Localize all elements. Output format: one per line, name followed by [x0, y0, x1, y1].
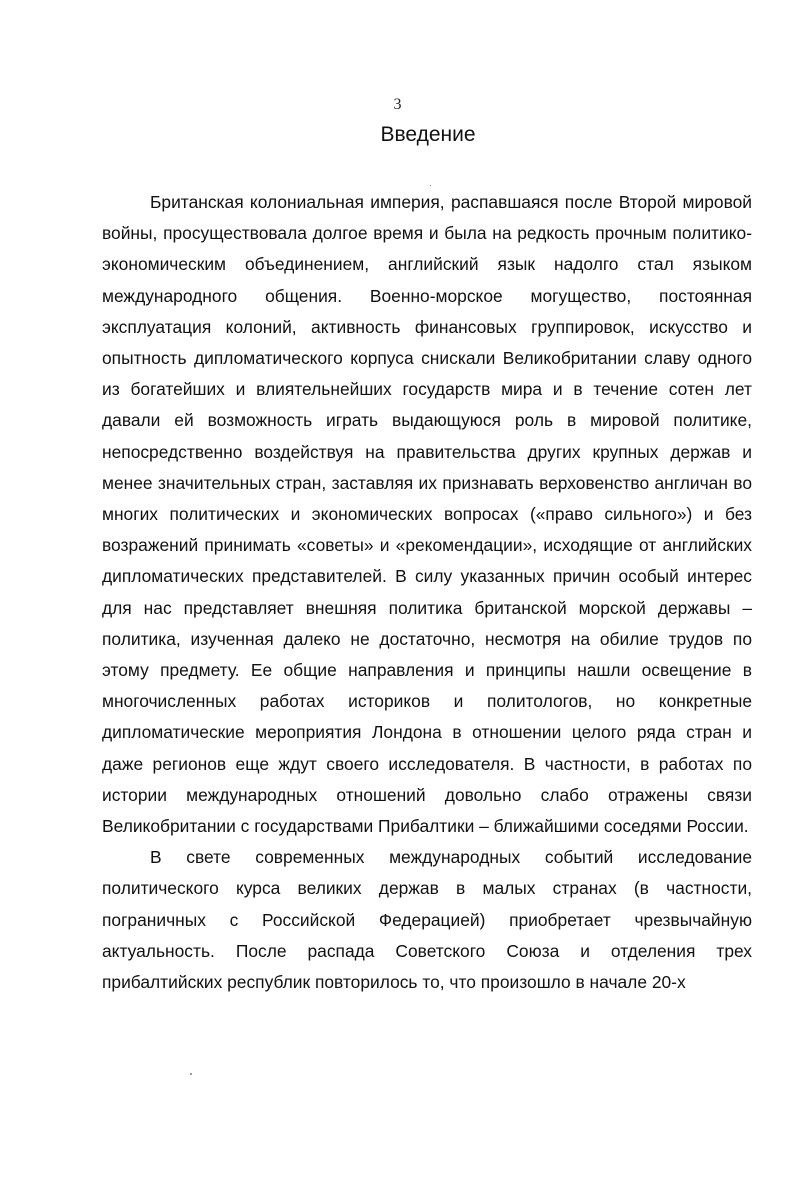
scan-speck	[190, 1073, 192, 1075]
paragraph-1: Британская колониальная империя, распавшаяся после Второй мировой войны, просуществовала долгое время и была на редкость прочным политико-экономическим объединением, английский язык надолго стал языком международного общения. Военно-морское могущество, постоянная эксплуатация колоний, активность финансовых группировок, искусство и опытность дипломатического корпуса снискали Великобритании славу одного из богатейших и влиятельнейших государств мира и в течение сотен лет давали ей возможность играть выдающуюся роль в мировой политике, непосредственно воздействуя на правительства других крупных держав и менее значительных стран, заставляя их признавать верховенство англичан во многих политических и экономических вопросах («право сильного») и без возражений принимать «советы» и «рекомендации», исходящие от английских дипломатических представителей. В силу указанных причин особый интерес для нас представляет внешняя политика британской морской державы – политика, изученная далеко не достаточно, несмотря на обилие трудов по этому предмету. Ее общие направления и принципы нашли освещение в многочисленных работах историков и политологов, но конкретные дипломатические мероприятия Лондона в отношении целого ряда стран и даже регионов еще ждут своего исследователя. В частности, в работах по истории международных отношений довольно слабо отражены связи Великобритании с государствами Прибалтики – ближайшими соседями России.	[102, 192, 752, 837]
section-title: Введение	[380, 123, 476, 146]
scan-speck	[430, 185, 431, 186]
paragraph-2: В свете современных международных событий исследование политического курса великих держав в малых странах (в частности, пограничных с Российской Федерацией) приобретает чрезвычайную актуальность. После распада Советского Союза и отделения трех прибалтийских республик повторилось то, что произошло в начале 20-х	[102, 847, 752, 993]
page-number: 3	[393, 96, 402, 113]
body-text	[102, 187, 752, 998]
